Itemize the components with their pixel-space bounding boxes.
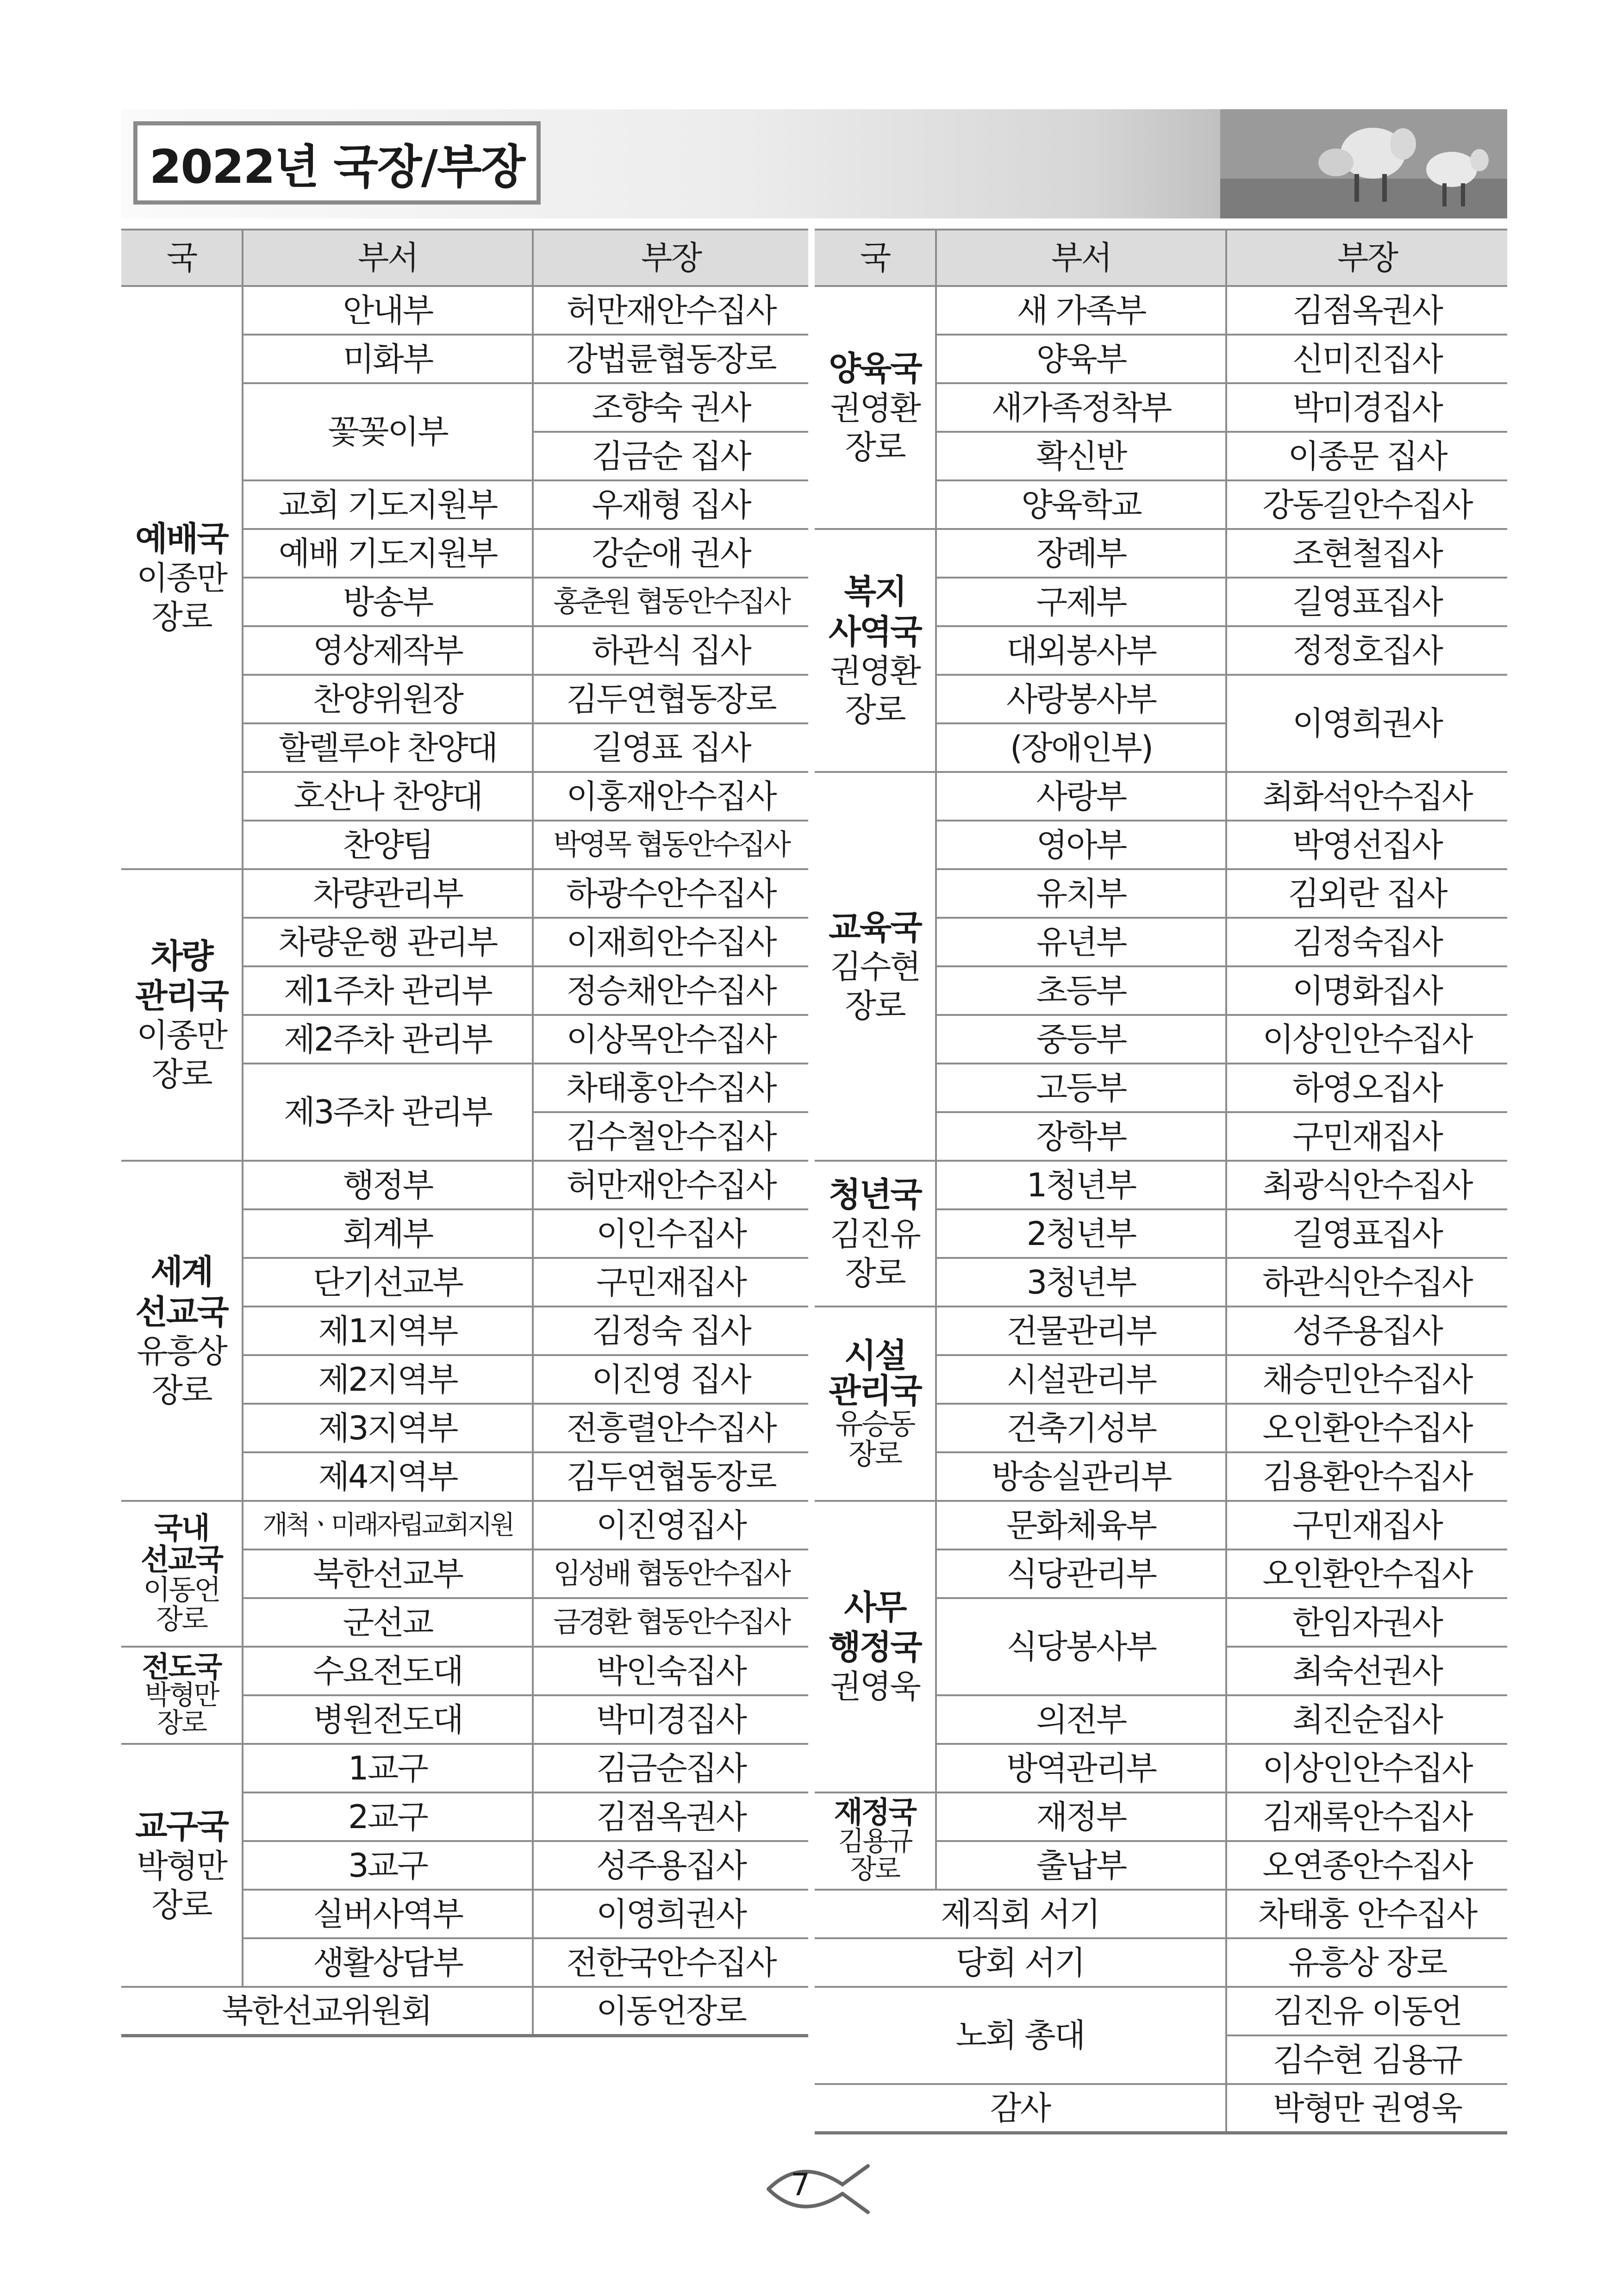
head-cell: 최화석안수집사 <box>1226 772 1507 821</box>
right-roster-table <box>815 229 1507 2134</box>
fish-icon <box>764 2157 875 2221</box>
table-row <box>815 1161 1507 1209</box>
dept-cell: 식당봉사부 <box>936 1598 1226 1695</box>
dept-cell: 제1지역부 <box>243 1307 533 1355</box>
guk-name: 교구국 <box>135 1807 228 1846</box>
guk-chief: 권영욱 <box>830 1668 920 1706</box>
head-cell: 최진순집사 <box>1226 1695 1507 1744</box>
head-cell: 김수현 김용규 <box>1226 2035 1507 2084</box>
column-header-guk: 국 <box>121 230 243 286</box>
dept-cell: 북한선교부 <box>243 1549 533 1598</box>
guk-cell-finance <box>815 1792 936 1890</box>
dept-cell: 회계부 <box>243 1209 533 1258</box>
guk-name: 재정국 <box>834 1795 916 1830</box>
dept-cell: 유치부 <box>936 869 1226 918</box>
head-cell: 최숙선권사 <box>1226 1647 1507 1695</box>
head-cell: 유흥상 장로 <box>1226 1938 1507 1987</box>
head-cell: 길영표집사 <box>1226 1209 1507 1258</box>
dept-cell: 찬양위원장 <box>243 675 533 723</box>
head-cell: 하광수안수집사 <box>533 869 808 918</box>
guk-name-line2: 선교국 <box>135 1292 228 1332</box>
dept-cell: 실버사역부 <box>243 1890 533 1938</box>
guk-chief-title: 장로 <box>151 598 212 636</box>
dept-cell: 미화부 <box>243 335 533 383</box>
dept-cell: 군선교 <box>243 1598 533 1647</box>
guk-chief-title: 장로 <box>845 1254 905 1292</box>
page-number-emblem <box>764 2157 875 2221</box>
dept-cell: 제2지역부 <box>243 1355 533 1404</box>
dept-cell: 찬양팀 <box>243 821 533 869</box>
dept-cell: 제1주차 관리부 <box>243 966 533 1015</box>
guk-cell-nurture <box>815 286 936 529</box>
dept-cell: 양육학교 <box>936 480 1226 529</box>
dept-cell: 고등부 <box>936 1064 1226 1112</box>
column-header-buseo: 부서 <box>936 230 1226 286</box>
dept-cell: 행정부 <box>243 1161 533 1209</box>
dept-cell: 문화체육부 <box>936 1501 1226 1549</box>
head-cell: 오인환안수집사 <box>1226 1549 1507 1598</box>
dept-cell: 새가족정착부 <box>936 383 1226 432</box>
dept-cell: 예배 기도지원부 <box>243 529 533 578</box>
dept-cell: 단기선교부 <box>243 1258 533 1307</box>
guk-cell-evangel <box>121 1647 243 1744</box>
dept-cell: 식당관리부 <box>936 1549 1226 1598</box>
dept-cell: 감사 <box>815 2084 1226 2133</box>
head-cell: 이상인안수집사 <box>1226 1744 1507 1792</box>
guk-name-line2: 관리국 <box>135 977 228 1015</box>
head-cell: 김두연협동장로 <box>533 1452 808 1501</box>
head-cell: 최광식안수집사 <box>1226 1161 1507 1209</box>
head-cell: 금경환 협동안수집사 <box>533 1598 808 1647</box>
table-row <box>121 869 808 918</box>
head-cell: 임성배 협동안수집사 <box>533 1549 808 1598</box>
table-header-row <box>815 230 1507 286</box>
dept-cell: 교회 기도지원부 <box>243 480 533 529</box>
head-cell: 전한국안수집사 <box>533 1938 808 1987</box>
sheep-photo-image <box>1220 109 1507 218</box>
head-cell: 박영목 협동안수집사 <box>533 821 808 869</box>
head-cell: 김용환안수집사 <box>1226 1452 1507 1501</box>
head-cell: 한임자권사 <box>1226 1598 1507 1647</box>
head-cell: 김두연협동장로 <box>533 675 808 723</box>
head-cell: 신미진집사 <box>1226 335 1507 383</box>
dept-cell: 새 가족부 <box>936 286 1226 335</box>
dept-cell: 중등부 <box>936 1015 1226 1064</box>
head-cell: 하영오집사 <box>1226 1064 1507 1112</box>
guk-name: 전도국 <box>142 1649 221 1684</box>
head-cell: 김금순집사 <box>533 1744 808 1792</box>
table-row <box>815 529 1507 578</box>
guk-chief: 박형만 <box>144 1679 218 1711</box>
dept-cell: 양육부 <box>936 335 1226 383</box>
head-cell: 김정숙집사 <box>1226 918 1507 966</box>
head-cell: 하관식안수집사 <box>1226 1258 1507 1307</box>
page-title-box <box>133 121 541 205</box>
dept-cell: 차량운행 관리부 <box>243 918 533 966</box>
guk-chief: 김진유 <box>830 1215 920 1253</box>
guk-name-line1: 국내 <box>154 1512 209 1546</box>
guk-cell-world <box>121 1161 243 1501</box>
table-row <box>121 1744 808 1792</box>
head-cell: 이종문 집사 <box>1226 432 1507 480</box>
guk-cell-welfare <box>815 529 936 772</box>
head-cell: 이진영 집사 <box>533 1355 808 1404</box>
dept-cell: 노회 총대 <box>815 1987 1226 2084</box>
dept-cell: 제4지역부 <box>243 1452 533 1501</box>
head-cell: 강법륜협동장로 <box>533 335 808 383</box>
guk-chief-title: 장로 <box>156 1603 207 1636</box>
head-cell: 이홍재안수집사 <box>533 772 808 821</box>
guk-chief-title: 장로 <box>156 1707 206 1739</box>
head-cell: 구민재집사 <box>1226 1501 1507 1549</box>
guk-cell-education <box>815 772 936 1161</box>
table-row <box>815 286 1507 335</box>
guk-chief-title: 장로 <box>151 1055 212 1094</box>
guk-chief: 이종만 <box>137 559 226 597</box>
guk-cell-district <box>121 1744 243 1987</box>
head-cell: 정정호집사 <box>1226 626 1507 675</box>
dept-cell: 1교구 <box>243 1744 533 1792</box>
guk-chief: 김수현 <box>830 948 920 986</box>
column-header-buseo: 부서 <box>243 230 533 286</box>
dept-cell: 3청년부 <box>936 1258 1226 1307</box>
head-cell: 박인숙집사 <box>533 1647 808 1695</box>
guk-cell-vehicle <box>121 869 243 1161</box>
head-cell: 구민재집사 <box>1226 1112 1507 1161</box>
head-cell: 성주용집사 <box>533 1841 808 1890</box>
dept-cell: 출납부 <box>936 1841 1226 1890</box>
table-row <box>815 2084 1507 2133</box>
guk-name: 교육국 <box>829 908 921 947</box>
head-cell: 우재형 집사 <box>533 480 808 529</box>
dept-cell: 꽃꽂이부 <box>243 383 533 480</box>
guk-name-line1: 차량 <box>150 936 212 976</box>
guk-cell-facility <box>815 1307 936 1501</box>
guk-chief: 박형만 <box>137 1847 226 1885</box>
guk-chief-title: 장로 <box>845 428 905 466</box>
head-cell: 김점옥권사 <box>1226 286 1507 335</box>
table-row <box>121 1987 808 2035</box>
head-cell: 이상인안수집사 <box>1226 1015 1507 1064</box>
head-cell: 박미경집사 <box>533 1695 808 1744</box>
dept-cell: 1청년부 <box>936 1161 1226 1209</box>
head-cell: 이인수집사 <box>533 1209 808 1258</box>
table-row <box>815 1501 1507 1549</box>
column-header-bujang: 부장 <box>533 230 808 286</box>
head-cell: 이영희권사 <box>533 1890 808 1938</box>
head-cell: 김정숙 집사 <box>533 1307 808 1355</box>
guk-chief: 이종만 <box>137 1016 226 1055</box>
dept-cell: 3교구 <box>243 1841 533 1890</box>
head-cell: 조현철집사 <box>1226 529 1507 578</box>
table-row <box>815 1938 1507 1987</box>
head-cell: 오연종안수집사 <box>1226 1841 1507 1890</box>
head-cell: 길영표집사 <box>1226 578 1507 626</box>
dept-cell: 2교구 <box>243 1792 533 1841</box>
dept-cell: 생활상담부 <box>243 1938 533 1987</box>
guk-name-line2: 선교국 <box>140 1543 223 1577</box>
guk-chief: 권영환 <box>830 652 920 690</box>
table-header-row <box>121 230 808 286</box>
dept-cell: 북한선교위원회 <box>121 1987 533 2035</box>
table-row <box>121 1501 808 1549</box>
dept-cell: 방역관리부 <box>936 1744 1226 1792</box>
guk-chief-title: 장로 <box>848 1437 901 1471</box>
dept-cell: 차량관리부 <box>243 869 533 918</box>
dept-cell: 수요전도대 <box>243 1647 533 1695</box>
head-cell: 조향숙 권사 <box>533 383 808 432</box>
head-cell: 허만재안수집사 <box>533 286 808 335</box>
dept-cell: 호산나 찬양대 <box>243 772 533 821</box>
dept-cell: 방송부 <box>243 578 533 626</box>
left-roster-table <box>121 229 808 2037</box>
dept-cell: (장애인부) <box>936 723 1226 772</box>
dept-cell: 건축기성부 <box>936 1404 1226 1452</box>
head-cell: 길영표 집사 <box>533 723 808 772</box>
guk-name-line2: 행정국 <box>829 1628 921 1667</box>
head-cell: 김재록안수집사 <box>1226 1792 1507 1841</box>
dept-cell: 영아부 <box>936 821 1226 869</box>
head-cell: 오인환안수집사 <box>1226 1404 1507 1452</box>
dept-cell: 사랑봉사부 <box>936 675 1226 723</box>
head-cell: 정승채안수집사 <box>533 966 808 1015</box>
guk-cell-domestic <box>121 1501 243 1647</box>
head-cell: 이진영집사 <box>533 1501 808 1549</box>
page-title: 2022년 국장/부장 <box>149 140 525 194</box>
head-cell: 홍춘원 협동안수집사 <box>533 578 808 626</box>
column-header-guk: 국 <box>815 230 936 286</box>
dept-cell: 제3지역부 <box>243 1404 533 1452</box>
head-cell: 이재희안수집사 <box>533 918 808 966</box>
table-row <box>815 1792 1507 1841</box>
head-cell: 전흥렬안수집사 <box>533 1404 808 1452</box>
head-cell: 김진유 이동언 <box>1226 1987 1507 2035</box>
head-cell: 박형만 권영욱 <box>1226 2084 1507 2133</box>
guk-name: 청년국 <box>829 1175 921 1214</box>
head-cell: 이동언장로 <box>533 1987 808 2035</box>
head-cell: 김수철안수집사 <box>533 1112 808 1161</box>
guk-chief: 권영환 <box>830 389 920 427</box>
dept-cell: 건물관리부 <box>936 1307 1226 1355</box>
head-cell: 박미경집사 <box>1226 383 1507 432</box>
head-cell: 박영선집사 <box>1226 821 1507 869</box>
table-row <box>121 1161 808 1209</box>
dept-cell: 초등부 <box>936 966 1226 1015</box>
guk-chief: 김용규 <box>838 1825 912 1857</box>
guk-name: 양육국 <box>829 349 921 388</box>
guk-name-line1: 시설 <box>844 1336 906 1375</box>
head-cell: 허만재안수집사 <box>533 1161 808 1209</box>
head-cell: 차태홍안수집사 <box>533 1064 808 1112</box>
dept-cell: 구제부 <box>936 578 1226 626</box>
head-cell: 구민재집사 <box>533 1258 808 1307</box>
guk-name: 예배국 <box>135 519 228 558</box>
dept-cell: 제3주차 관리부 <box>243 1064 533 1161</box>
table-row <box>121 286 808 335</box>
dept-cell: 시설관리부 <box>936 1355 1226 1404</box>
dept-cell: 사랑부 <box>936 772 1226 821</box>
guk-chief-title: 장로 <box>845 987 905 1025</box>
guk-name-line1: 세계 <box>150 1252 212 1292</box>
dept-cell: 안내부 <box>243 286 533 335</box>
head-cell: 이명화집사 <box>1226 966 1507 1015</box>
dept-cell: 제직회 서기 <box>815 1890 1226 1938</box>
head-cell: 김외란 집사 <box>1226 869 1507 918</box>
head-cell: 하관식 집사 <box>533 626 808 675</box>
head-cell: 이상목안수집사 <box>533 1015 808 1064</box>
dept-cell: 장학부 <box>936 1112 1226 1161</box>
guk-cell-admin <box>815 1501 936 1792</box>
guk-name-line1: 사무 <box>844 1587 906 1627</box>
head-cell: 차태홍 안수집사 <box>1226 1890 1507 1938</box>
dept-cell: 의전부 <box>936 1695 1226 1744</box>
dept-cell: 2청년부 <box>936 1209 1226 1258</box>
guk-name-line1: 복지 <box>844 572 906 611</box>
dept-cell: 유년부 <box>936 918 1226 966</box>
guk-cell-youth <box>815 1161 936 1307</box>
dept-cell: 제2주차 관리부 <box>243 1015 533 1064</box>
guk-chief: 이동언 <box>143 1574 220 1606</box>
table-row <box>815 1987 1507 2035</box>
table-row <box>815 1307 1507 1355</box>
dept-cell: 할렐루야 찬양대 <box>243 723 533 772</box>
dept-cell: 영상제작부 <box>243 626 533 675</box>
head-cell: 강순애 권사 <box>533 529 808 578</box>
column-header-bujang: 부장 <box>1226 230 1507 286</box>
guk-chief-title: 장로 <box>151 1371 212 1409</box>
dept-cell: 당회 서기 <box>815 1938 1226 1987</box>
guk-name-line2: 사역국 <box>829 612 921 651</box>
guk-chief: 유승동 <box>835 1406 915 1441</box>
dept-cell: 방송실관리부 <box>936 1452 1226 1501</box>
dept-cell: 대외봉사부 <box>936 626 1226 675</box>
dept-cell: 장례부 <box>936 529 1226 578</box>
head-cell: 강동길안수집사 <box>1226 480 1507 529</box>
dept-cell: 개척ㆍ미래자립교회지원 <box>243 1501 533 1549</box>
guk-chief: 유흥상 <box>137 1332 226 1370</box>
guk-cell-yebae <box>121 286 243 869</box>
page-number: 7 <box>791 2167 810 2203</box>
head-cell: 김금순 집사 <box>533 432 808 480</box>
dept-cell: 확신반 <box>936 432 1226 480</box>
head-cell: 김점옥권사 <box>533 1792 808 1841</box>
guk-chief-title: 장로 <box>151 1885 212 1924</box>
head-cell: 채승민안수집사 <box>1226 1355 1507 1404</box>
dept-cell: 재정부 <box>936 1792 1226 1841</box>
guk-name-line2: 관리국 <box>829 1371 921 1410</box>
table-row <box>815 1890 1507 1938</box>
guk-chief-title: 장로 <box>850 1853 900 1885</box>
head-cell: 성주용집사 <box>1226 1307 1507 1355</box>
guk-chief-title: 장로 <box>845 691 905 729</box>
table-row <box>815 772 1507 821</box>
dept-cell: 병원전도대 <box>243 1695 533 1744</box>
head-cell: 이영희권사 <box>1226 675 1507 772</box>
table-row <box>121 1647 808 1695</box>
